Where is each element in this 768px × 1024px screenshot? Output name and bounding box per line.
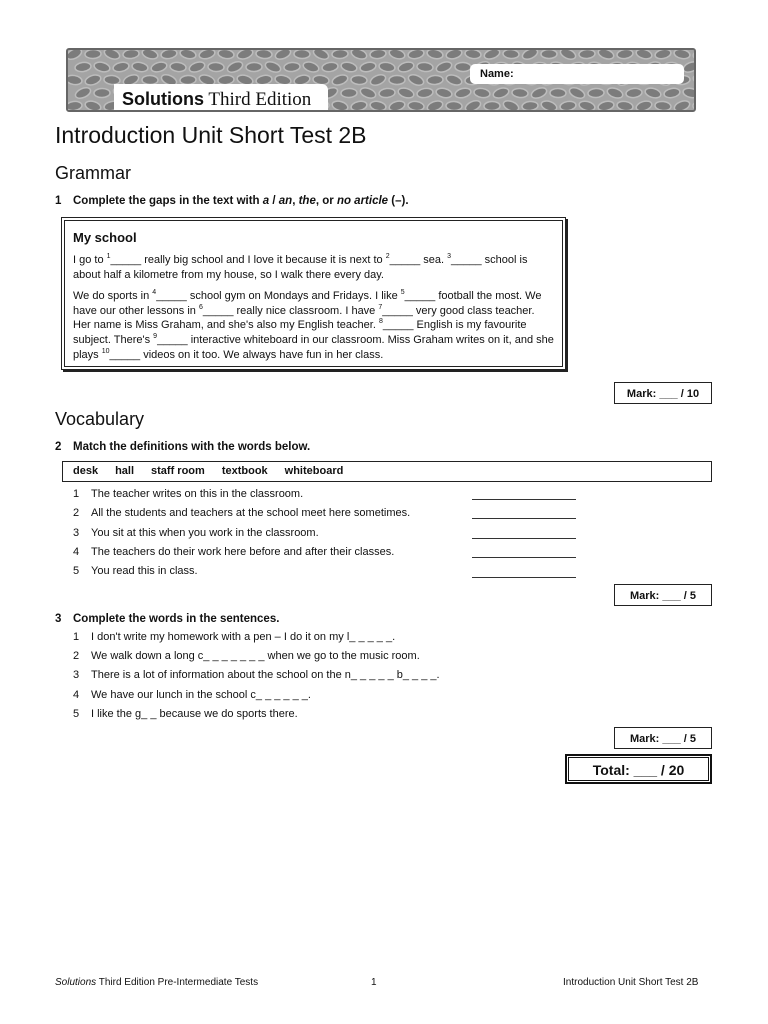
- mark-box-grammar[interactable]: Mark: ___ / 10: [614, 382, 712, 404]
- banner-oval: [484, 101, 500, 110]
- q2-item: 2 All the students and teachers at the school meet here sometimes.: [73, 507, 411, 519]
- grammar-heading: Grammar: [55, 163, 131, 183]
- paragraph-2: We do sports in $^4$_____ school gym on Mondays and Fridays. I like $^5$_____ football the most. We have our other lessons in $^6$_____ really nice classroom. I have $^7$_____ very good class teacher. Her name is Miss Graham, and she's also my English teacher. $^8$_____ English is my favourite subject. There's $^9$_____ interactive whiteboard in our classroom. Miss Graham writes on it, and she plays $^{10}$_____ videos on it too. We always have fun in her class.: [73, 289, 554, 361]
- q3-item: 3 There is a lot of information about the school on the n_ _ _ _ _ b_ _ _ _.: [73, 669, 440, 681]
- banner-oval: [85, 50, 101, 59]
- word-item: staff room: [151, 465, 205, 477]
- banner-oval: [541, 50, 557, 59]
- brand-bold: Solutions: [122, 89, 204, 109]
- footer-page-number: 1: [371, 977, 377, 988]
- header-banner: [66, 48, 696, 112]
- footer-right: Introduction Unit Short Test 2B: [563, 977, 699, 988]
- total-score-box[interactable]: [565, 754, 712, 784]
- name-field[interactable]: [470, 64, 684, 84]
- question-1-instruction: 1 Complete the gaps in the text with a / an, the, or no article (–).: [55, 195, 409, 207]
- answer-blank[interactable]: [472, 518, 576, 519]
- banner-oval: [550, 88, 566, 97]
- word-item: whiteboard: [284, 465, 344, 477]
- my-school-text-box: [61, 217, 566, 370]
- q2-item: 4 The teachers do their work here before and after their classes.: [73, 546, 395, 558]
- banner-oval: [294, 50, 310, 59]
- banner-oval: [389, 76, 405, 85]
- q3-item: 2 We walk down a long c_ _ _ _ _ _ _ when we go to the music room.: [73, 650, 420, 662]
- my-school-title: My school: [73, 230, 137, 245]
- total-label: Total: ___ / 20: [592, 762, 685, 778]
- mark-box-q2[interactable]: Mark: ___ / 5: [614, 584, 712, 606]
- banner-oval: [341, 88, 357, 98]
- q2-item: 1 The teacher writes on this in the classroom.: [73, 488, 304, 500]
- word-item: textbook: [221, 465, 268, 477]
- answer-blank[interactable]: [472, 557, 576, 558]
- banner-oval: [94, 88, 110, 97]
- vocabulary-heading: Vocabulary: [55, 409, 145, 429]
- name-label: Name:: [480, 68, 514, 80]
- q3-item: 1 I don't write my homework with a pen – I do it on my l_ _ _ _ _.: [73, 631, 396, 643]
- question-2-instruction: 2 Match the definitions with the words below.: [55, 441, 311, 453]
- question-3-instruction: 3 Complete the words in the sentences.: [55, 613, 280, 625]
- footer-left: Solutions Third Edition Pre-Intermediate Tests: [55, 977, 259, 988]
- answer-blank[interactable]: [472, 577, 576, 578]
- q2-item: 3 You sit at this when you work in the classroom.: [73, 527, 319, 539]
- banner-oval: [427, 75, 444, 85]
- banner-oval: [246, 62, 262, 71]
- banner-oval: [351, 75, 368, 85]
- page-title: Introduction Unit Short Test 2B: [55, 122, 367, 148]
- word-item: hall: [115, 465, 135, 477]
- word-box: [62, 461, 712, 482]
- answer-blank[interactable]: [472, 538, 576, 539]
- brand-rest: Third Edition: [204, 89, 312, 110]
- banner-oval: [446, 101, 462, 110]
- banner-oval: [68, 101, 82, 110]
- q3-item: 5 I like the g_ _ because we do sports there.: [73, 708, 298, 720]
- mark-box-q3[interactable]: Mark: ___ / 5: [614, 727, 712, 749]
- banner-oval: [579, 50, 596, 59]
- banner-oval: [332, 50, 348, 59]
- banner-oval: [455, 62, 471, 72]
- word-item: desk: [73, 465, 99, 477]
- total-inner-border: [568, 757, 709, 781]
- answer-blank[interactable]: [472, 499, 576, 500]
- banner-oval: [503, 50, 520, 59]
- q2-item: 5 You read this in class.: [73, 565, 198, 577]
- banner-oval: [588, 88, 604, 98]
- banner-oval: [208, 62, 224, 72]
- brand-logo: [114, 84, 328, 112]
- q3-item: 4 We have our lunch in the school c_ _ _ _ _ _.: [73, 689, 311, 701]
- paragraph-1: I go to $^1$_____ really big school and I love it because it is next to $^2$_____ sea. $^3$_____ school is about half a kilometre from my house, so I walk there every day.: [73, 253, 528, 281]
